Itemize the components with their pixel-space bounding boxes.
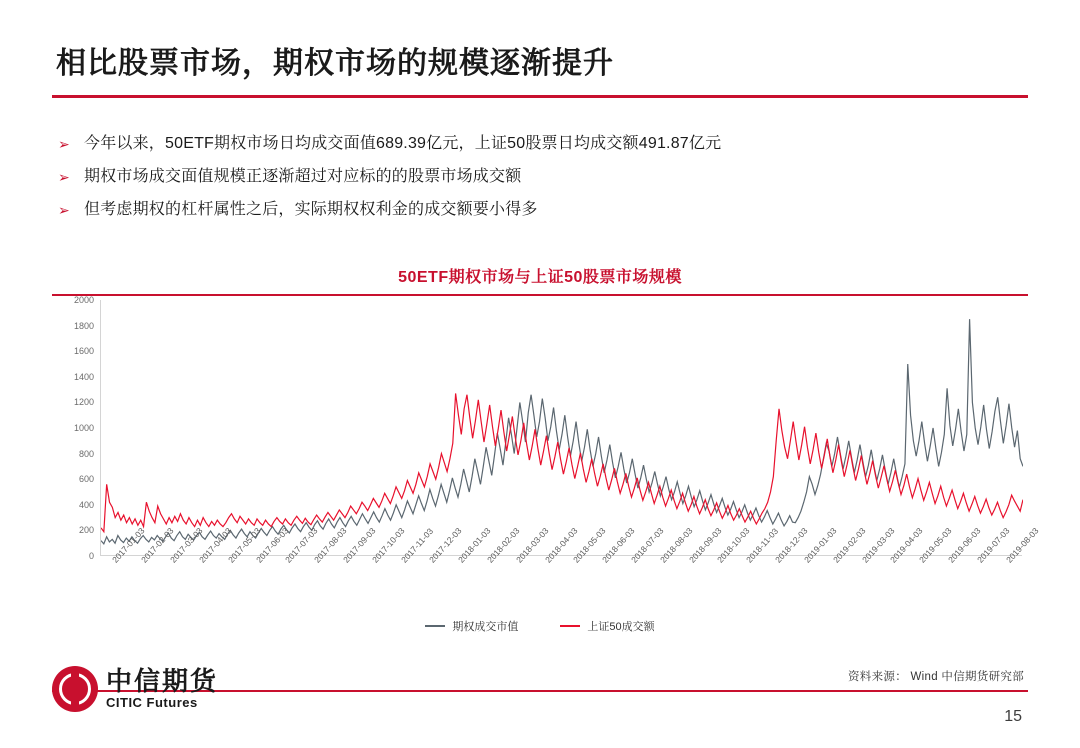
x-axis-tick-label: 2017-10-03 — [369, 525, 407, 565]
page-title: 相比股票市场，期权市场的规模逐渐提升 — [56, 47, 614, 80]
y-axis-tick-label: 600 — [78, 474, 94, 485]
bullet-arrow-icon: ➢ — [58, 202, 70, 218]
x-axis-tick-label: 2017-08-03 — [312, 525, 349, 565]
bullet-text: 今年以来，50ETF期权市场日均成交面值689.39亿元，上证50股票日均成交额491.87亿元 — [84, 135, 722, 152]
x-axis-tick-label: 2017-06-03 — [254, 525, 291, 565]
chart-title-divider — [52, 294, 1028, 296]
legend-label: 上证50成交额 — [587, 621, 655, 633]
chart-title: 50ETF期权市场与上证50股票市场规模 — [398, 269, 682, 286]
x-axis-tick-label: 2019-01-03 — [801, 525, 839, 565]
y-axis-tick-label: 1000 — [73, 423, 94, 433]
chart-series-line — [101, 393, 1023, 531]
y-axis-tick-label: 1800 — [73, 320, 94, 331]
x-axis-tick-label: 2019-08-03 — [1003, 525, 1041, 565]
x-axis-tick-label: 2018-10-03 — [715, 525, 752, 565]
x-axis-tick-label: 2017-11-03 — [398, 526, 435, 565]
x-axis-tick-label: 2019-05-03 — [917, 525, 954, 565]
x-axis-tick-label: 2017-01-03 — [110, 525, 147, 565]
x-axis-tick-label: 2019-03-03 — [859, 525, 897, 565]
x-axis-tick-label: 2018-12-03 — [773, 525, 810, 565]
plot-canvas — [100, 300, 1022, 556]
legend-item — [560, 618, 654, 634]
legend-swatch-icon — [560, 625, 580, 628]
x-axis-labels — [100, 525, 1041, 616]
y-axis-tick-label: 1400 — [73, 371, 94, 382]
bullet-text: 但考虑期权的杠杆属性之后，实际期权权利金的成交额要小得多 — [84, 201, 538, 218]
x-axis-tick-label: 2019-06-03 — [945, 525, 983, 565]
x-axis-tick-label: 2019-04-03 — [888, 525, 925, 565]
bullet-text: 期权市场成交面值规模正逐渐超过对应标的的股票市场成交额 — [84, 168, 522, 185]
list-item — [58, 134, 1018, 154]
title-divider — [52, 95, 1028, 98]
x-axis-tick-label: 2018-08-03 — [657, 525, 695, 565]
citic-logo-icon — [52, 666, 98, 712]
x-axis-tick-label: 2017-09-03 — [340, 525, 378, 565]
list-item — [58, 200, 1018, 220]
y-axis-tick-label: 400 — [78, 499, 94, 510]
bullet-arrow-icon: ➢ — [58, 136, 70, 152]
x-axis-tick-label: 2019-02-03 — [830, 525, 868, 565]
x-axis-tick-label: 2018-04-03 — [542, 525, 580, 565]
bullet-arrow-icon: ➢ — [58, 169, 70, 185]
plot-area — [52, 295, 1041, 600]
x-axis-tick-label: 2018-09-03 — [686, 525, 724, 565]
y-axis-tick-label: 2000 — [73, 295, 94, 305]
x-axis-tick-label: 2018-02-03 — [484, 525, 522, 565]
y-axis-tick-label: 0 — [88, 551, 94, 561]
x-axis-tick-label: 2017-05-03 — [225, 525, 263, 565]
y-axis-tick-label: 800 — [78, 448, 94, 459]
x-axis-tick-label: 2017-02-03 — [139, 525, 176, 565]
y-axis-tick-label: 200 — [78, 525, 94, 536]
x-axis-tick-label: 2017-07-03 — [283, 525, 320, 565]
y-axis-tick-label: 1200 — [73, 397, 94, 408]
x-axis-tick-label: 2018-03-03 — [513, 525, 551, 565]
x-axis-tick-label: 2018-07-03 — [629, 525, 666, 565]
legend-item — [425, 618, 518, 634]
x-axis-tick-label: 2018-01-03 — [456, 525, 493, 565]
x-axis-tick-label: 2017-12-03 — [427, 525, 464, 565]
bullet-list — [58, 134, 1018, 233]
y-axis-labels — [52, 295, 98, 561]
x-axis-tick-label: 2018-05-03 — [571, 525, 608, 565]
chart-container — [52, 258, 1041, 658]
x-axis-tick-label: 2018-06-03 — [600, 525, 637, 565]
list-item — [58, 167, 1018, 187]
legend-swatch-icon — [425, 625, 445, 628]
x-axis-tick-label: 2017-03-03 — [168, 525, 205, 565]
x-axis-tick-label: 2018-11-03 — [744, 526, 781, 565]
logo-text-en: CITIC Futures — [106, 694, 198, 710]
page-number: 15 — [1004, 708, 1022, 725]
source-note: 资料来源： Wind 中信期货研究部 — [848, 671, 1024, 683]
x-axis-tick-label: 2017-04-03 — [196, 525, 234, 565]
y-axis-tick-label: 1600 — [73, 346, 94, 357]
company-logo — [52, 666, 218, 712]
chart-legend — [52, 618, 1028, 634]
chart-series-line — [101, 319, 1023, 544]
logo-text-cn: 中信期货 — [106, 665, 219, 696]
legend-label: 期权成交市值 — [452, 621, 519, 633]
x-axis-tick-label: 2019-07-03 — [974, 525, 1012, 565]
